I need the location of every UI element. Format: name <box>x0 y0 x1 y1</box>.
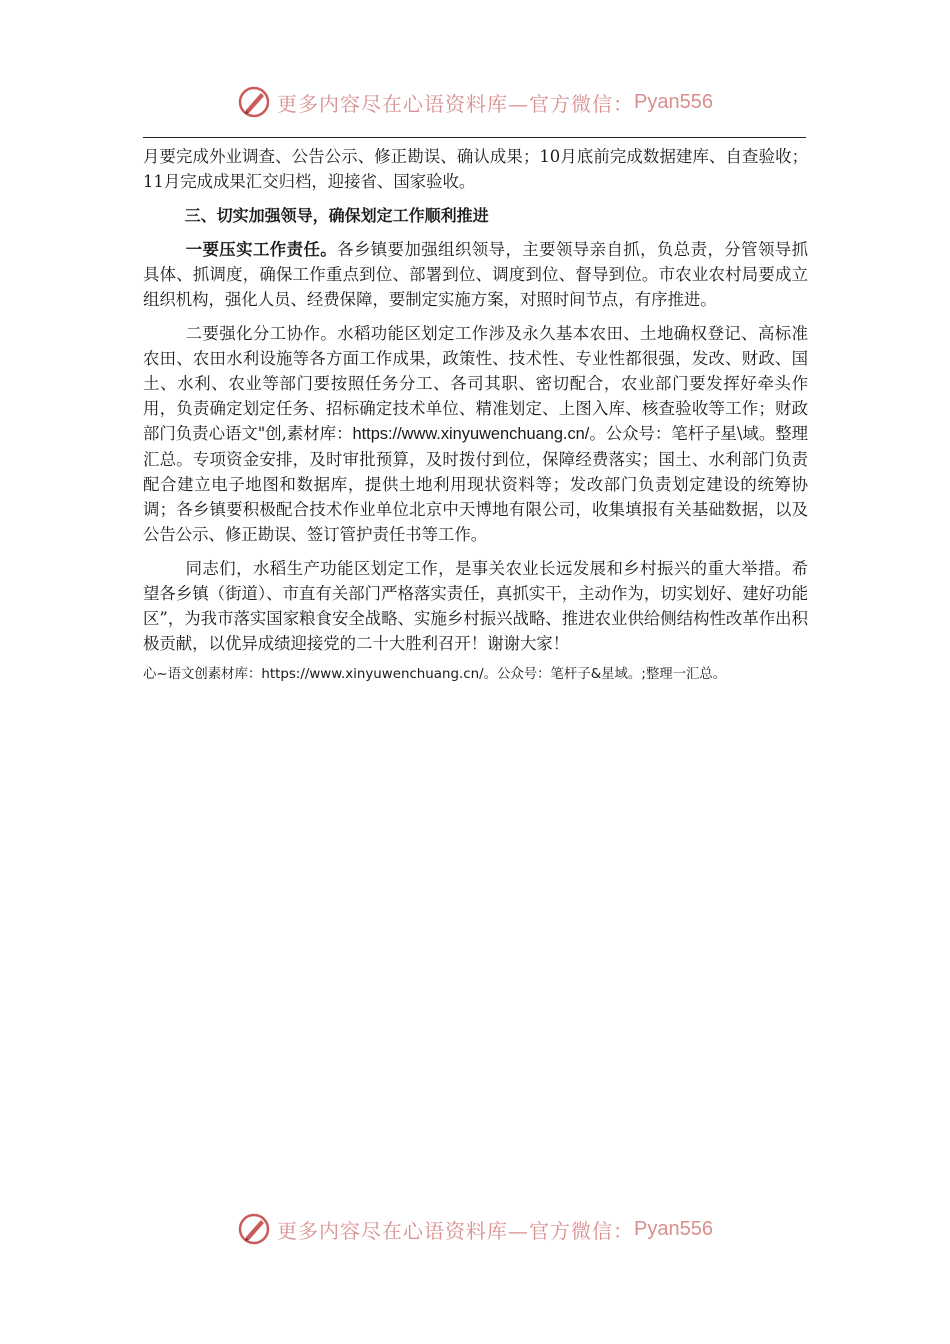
paragraph-schedule: 月要完成外业调查、公告公示、修正勘误、确认成果；10月底前完成数据建库、自查验收；11月完成成果汇交归档，迎接省、国家验收。 <box>143 147 808 191</box>
header-banner-text: 更多内容尽在心语资料库—官方微信： <box>277 91 635 116</box>
document-body <box>143 144 808 685</box>
paragraph-text: 各乡镇要加强组织领导，主要领导亲自抓，负总责，分管领导抓具体、抓调度，确保工作重点到位、部署到位、调度到位、督导到位。市农业农村局要成立组织机构，强化人员、经费保障，要制定实施方案，对照时间节点，有序推进。 <box>143 240 809 309</box>
section-heading-3: 三、切实加强领导，确保划定工作顺利推进 <box>184 206 489 225</box>
footer-banner-wechat-id: Pyan556 <box>634 1217 713 1240</box>
header-banner-wechat-id: Pyan556 <box>634 90 713 113</box>
paragraph-text-b: 。公众号：笔杆子星\域。整理汇总。专项资金安排，及时审批预算，及时拨付到位，保障经费落实；国土、水利部门负责配合建立电子地图和数据库，提供土地利用现状资料等；发改部门负责划定建设的统筹协调；各乡镇要积极配合技术作业单位北京中天博地有限公司，收集填报有关基础数据，以及公告公示、修正勘误、签订管护责任书等工作。 <box>143 424 808 544</box>
footer-banner-text: 更多内容尽在心语资料库—官方微信： <box>277 1218 635 1243</box>
pen-circle-logo-icon <box>237 1212 271 1246</box>
paragraph-lead: 一要压实工作责任。 <box>185 240 338 259</box>
paragraph-text-a: 二要强化分工协作。水稻功能区划定工作涉及永久基本农田、土地确权登记、高标准农田、农田水利设施等各方面工作成果，政策性、技术性、专业性都很强，发改、财政、国土、水利、农业等部门要按照任务分工、各司其职、密切配合，农业部门要发挥好牵头作用，负责确定划定任务、招标确定技术单位、精准划定、上图入库、核查验收等工作；财政部门负责心语文"创,素材库： <box>143 324 808 443</box>
footnote: 心~语文创素材库：https://www.xinyuwenchuang.cn/。公众号：笔杆子&星域。;整理一汇总。 <box>143 667 727 682</box>
footer-banner <box>0 1207 950 1251</box>
website-link[interactable]: https://www.xinyuwenchuang.cn/ <box>352 425 590 443</box>
paragraph-cooperation <box>143 321 808 547</box>
pen-circle-logo-icon <box>237 85 271 119</box>
header-banner <box>0 80 950 124</box>
header-rule <box>143 137 806 138</box>
paragraph-closing: 同志们，水稻生产功能区划定工作，是事关农业长远发展和乡村振兴的重大举措。希望各乡镇（街道）、市直有关部门严格落实责任，真抓实干，主动作为，切实划好、建好功能区”，为我市落实国家粮食安全战略、实施乡村振兴战略、推进农业供给侧结构性改革作出积极贡献，以优异成绩迎接党的二十大胜利召开！谢谢大家！ <box>143 559 808 653</box>
paragraph-responsibility <box>143 237 808 312</box>
